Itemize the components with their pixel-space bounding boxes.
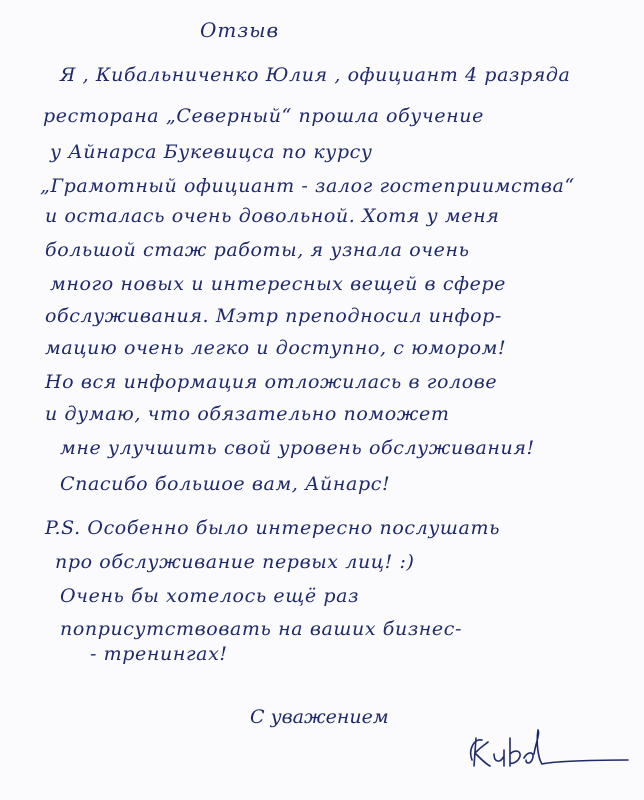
handwritten-signature	[460, 722, 635, 782]
ps-line-2: про обслуживание первых лиц! :)	[55, 551, 415, 573]
letter-title: Отзыв	[200, 18, 280, 42]
body-line-8: обслуживания. Мэтр преподносил инфор-	[45, 305, 502, 327]
ps-line-3: Очень бы хотелось ещё раз	[60, 585, 360, 607]
body-line-12: мне улучшить свой уровень обслуживания!	[60, 437, 535, 459]
body-line-4: „Грамотный официант - залог гостеприимства“	[40, 175, 575, 197]
body-line-10: Но вся информация отложилась в голове	[45, 371, 498, 393]
ps-line-5: - тренингах!	[90, 643, 228, 665]
body-line-7: много новых и интересных вещей в сфере	[50, 273, 507, 295]
ps-line-1: P.S. Особенно было интересно послушать	[45, 517, 501, 539]
body-line-13: Спасибо большое вам, Айнарс!	[60, 473, 391, 495]
body-line-3: у Айнарса Букевицса по курсу	[50, 141, 373, 163]
body-line-5: и осталась очень довольной. Хотя у меня	[45, 205, 500, 227]
body-line-9: мацию очень легко и доступно, с юмором!	[45, 337, 507, 359]
body-line-1: Я , Кибальниченко Юлия , официант 4 разряда	[60, 64, 571, 86]
closing-text: С уважением	[250, 706, 389, 728]
body-line-2: ресторана „Северный“ прошла обучение	[43, 105, 484, 127]
body-line-6: большой стаж работы, я узнала очень	[45, 239, 470, 261]
body-line-11: и думаю, что обязательно поможет	[45, 403, 450, 425]
ps-line-4: поприсутствовать на ваших бизнес-	[60, 618, 463, 640]
